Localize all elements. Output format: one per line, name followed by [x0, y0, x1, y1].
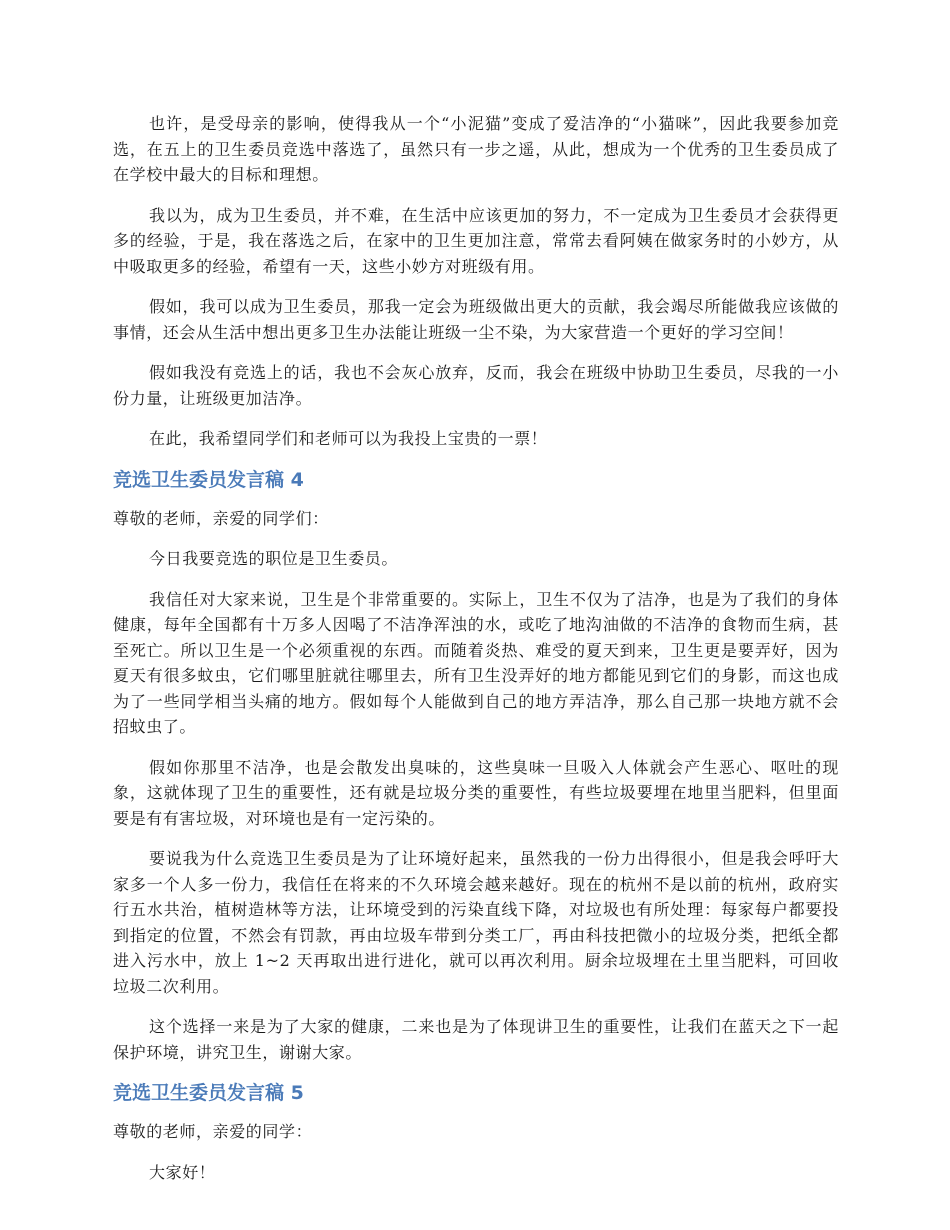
salutation: 尊敬的老师，亲爱的同学们： [113, 508, 329, 528]
section-heading: 竞选卫生委员发言稿 4 [113, 468, 304, 491]
paragraph: 我以为，成为卫生委员，并不难，在生活中应该更加的努力，不一定成为卫生委员才会获得更多的经验，于是，我在落选之后，在家中的卫生更加注意，常常去看阿姨在做家务时的小妙方，从中吸取更多的经验，希望有一天，这些小妙方对班级有用。 [113, 205, 839, 276]
salutation: 尊敬的老师，亲爱的同学： [113, 1122, 313, 1141]
paragraph: 大家好！ [149, 1162, 216, 1182]
paragraph: 这个选择一来是为了大家的健康，二来也是为了体现讲卫生的重要性，让我们在蓝天之下一起保护环境，讲究卫生，谢谢大家。 [113, 1017, 839, 1062]
paragraph: 假如我没有竞选上的话，我也不会灰心放弃，反而，我会在班级中协助卫生委员，尽我的一小份力量，让班级更加洁净。 [113, 363, 839, 408]
paragraph: 要说我为什么竞选卫生委员是为了让环境好起来，虽然我的一份力出得很小，但是我会呼吁大家多一个人多一份力，我信任在将来的不久环境会越来越好。现在的杭州不是以前的杭州，政府实行五水共治，植树造林等方法，让环境受到的污染直线下降，对垃圾也有所处理：每家每户都要投到指定的位置，不然会有罚款，再由垃圾车带到分类工厂，再由科技把微小的垃圾分类，把纸全都进入污水中，放上 1~2 天再取出进行进化，就可以再次利用。厨余垃圾埋在土里当肥料，可回收垃圾二次利用。 [113, 849, 839, 996]
paragraph: 也许，是受母亲的影响，使得我从一个“小泥猫”变成了爱洁净的“小猫咪”，因此我要参加竞选，在五上的卫生委员竞选中落选了，虽然只有一步之遥，从此，想成为一个优秀的卫生委员成了在学校中最大的目标和理想。 [113, 114, 839, 184]
paragraph: 我信任对大家来说，卫生是个非常重要的。实际上，卫生不仅为了洁净，也是为了我们的身体健康，每年全国都有十万多人因喝了不洁净浑浊的水，或吃了地沟油做的不洁净的食物而生病，甚至死亡。所以卫生是一个必须重视的东西。而随着炎热、难受的夏天到来，卫生更是要弄好，因为夏天有很多蚊虫，它们哪里脏就往哪里去，所有卫生没弄好的地方都能见到它们的身影，而这也成为了一些同学相当头痛的地方。假如每个人能做到自己的地方弄洁净，那么自己那一块地方就不会招蚊虫了。 [113, 589, 839, 736]
document-page [113, 111, 839, 1200]
paragraph: 在此，我希望同学们和老师可以为我投上宝贵的一票！ [149, 429, 548, 448]
paragraph: 假如，我可以成为卫生委员，那我一定会为班级做出更大的贡献，我会竭尽所能做我应该做的事情，还会从生活中想出更多卫生办法能让班级一尘不染，为大家营造一个更好的学习空间！ [113, 297, 839, 342]
section-heading: 竞选卫生委员发言稿 5 [113, 1082, 304, 1104]
paragraph: 今日我要竞选的职位是卫生委员。 [149, 549, 399, 568]
paragraph: 假如你那里不洁净，也是会散发出臭味的，这些臭味一旦吸入人体就会产生恶心、呕吐的现象，这就体现了卫生的重要性，还有就是垃圾分类的重要性，有些垃圾要埋在地里当肥料，但里面要是有有害垃圾，对环境也是有一定污染的。 [113, 757, 839, 828]
